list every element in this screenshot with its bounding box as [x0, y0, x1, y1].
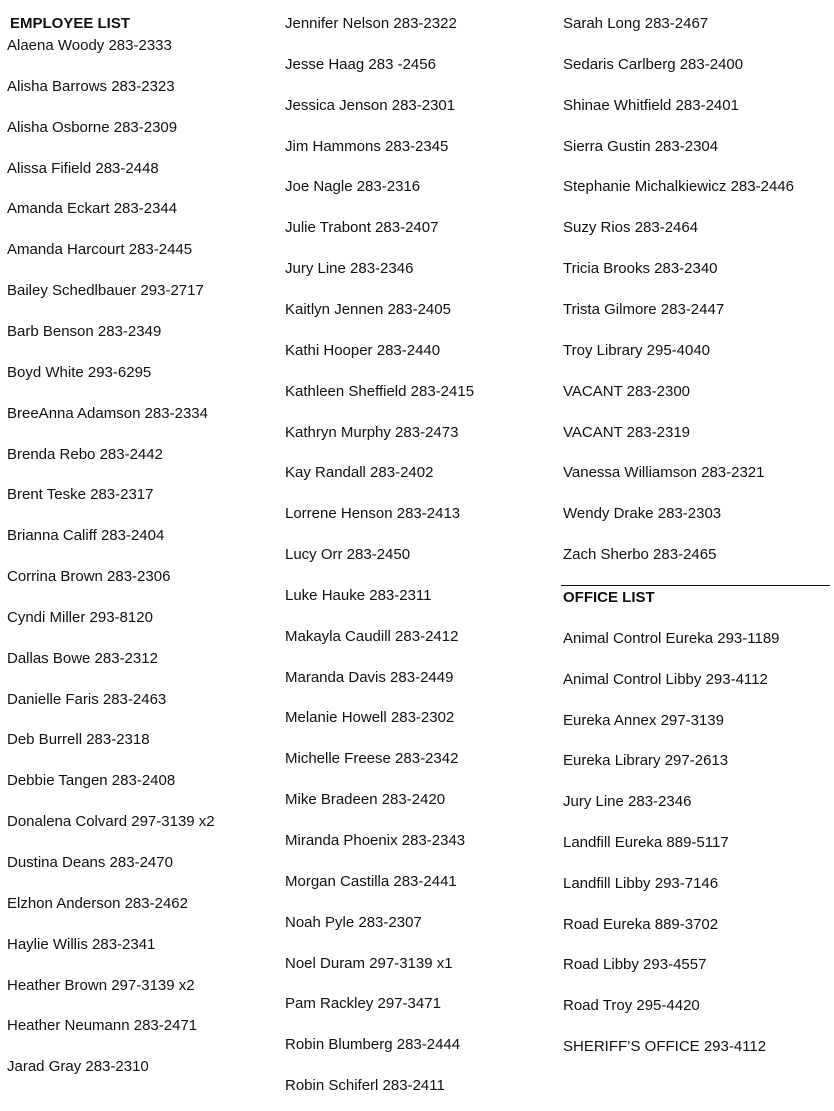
employee-entry: Jarad Gray 283-2310	[7, 1058, 149, 1076]
employee-entry: Elzhon Anderson 283-2462	[7, 894, 188, 912]
employee-entry: Morgan Castilla 283-2441	[285, 872, 457, 890]
employee-entry: Kathleen Sheffield 283-2415	[285, 382, 475, 400]
employee-entry: Lorrene Henson 283-2413	[285, 505, 461, 523]
employee-entry: BreeAnna Adamson 283-2334	[7, 404, 208, 422]
employee-entry: Kay Randall 283-2402	[285, 464, 434, 482]
office-entry: SHERIFF’S OFFICE 293-4112	[563, 1038, 767, 1055]
employee-entry: Joe Nagle 283-2316	[285, 178, 421, 196]
employee-entry: Kathryn Murphy 283-2473	[285, 423, 459, 441]
employee-entry: Troy Library 295-4040	[563, 341, 711, 359]
employee-entry: Alaena Woody 283-2333	[7, 37, 172, 54]
employee-entry: Jennifer Nelson 283-2322	[285, 15, 457, 32]
employee-entry: Dallas Bowe 283-2312	[7, 649, 158, 667]
employee-entry: Jesse Haag 283 -2456	[285, 55, 436, 73]
office-list-heading: OFFICE LIST	[563, 589, 655, 606]
office-entry: Jury Line 283-2346	[563, 793, 692, 811]
employee-entry: Deb Burrell 283-2318	[7, 731, 150, 749]
employee-entry: Brenda Rebo 283-2442	[7, 445, 163, 463]
employee-entry: Noel Duram 297-3139 x1	[285, 954, 453, 972]
employee-entry: Dustina Deans 283-2470	[7, 854, 173, 871]
employee-entry: Cyndi Miller 293-8120	[7, 608, 153, 626]
employee-entry: Julie Trabont 283-2407	[285, 219, 439, 237]
office-entry: Animal Control Eureka 293-1189	[563, 630, 780, 647]
employee-entry: Robin Schiferl 283-2411	[285, 1077, 445, 1095]
office-entry: Road Troy 295-4420	[563, 997, 700, 1015]
employee-entry: Pam Rackley 297-3471	[285, 995, 441, 1013]
office-entry: Landfill Eureka 889-5117	[563, 834, 729, 851]
employee-entry: Barb Benson 283-2349	[7, 322, 162, 340]
employee-entry: Sedaris Carlberg 283-2400	[563, 55, 744, 73]
employee-entry: Kathi Hooper 283-2440	[285, 341, 441, 359]
office-entry: Landfill Libby 293-7146	[563, 874, 719, 892]
employee-entry: Suzy Rios 283-2464	[563, 219, 699, 237]
employee-entry: Debbie Tangen 283-2408	[7, 772, 176, 790]
office-entry: Eureka Library 297-2613	[563, 752, 729, 770]
employee-entry: Melanie Howell 283-2302	[285, 709, 455, 727]
employee-entry: Amanda Eckart 283-2344	[7, 200, 178, 218]
employee-entry: Stephanie Michalkiewicz 283-2446	[563, 178, 794, 196]
employee-entry: Boyd White 293-6295	[7, 363, 152, 381]
employee-entry: Bailey Schedlbauer 293-2717	[7, 282, 204, 300]
employee-entry: Alisha Osborne 283-2309	[7, 118, 178, 136]
employee-entry: Trista Gilmore 283-2447	[563, 300, 725, 318]
employee-entry: Donalena Colvard 297-3139 x2	[7, 813, 215, 831]
employee-entry: Vanessa Williamson 283-2321	[563, 464, 765, 482]
employee-entry: Lucy Orr 283-2450	[285, 546, 411, 564]
employee-entry: Jury Line 283-2346	[285, 260, 414, 278]
employee-entry: Robin Blumberg 283-2444	[285, 1036, 461, 1054]
employee-entry: Alisha Barrows 283-2323	[7, 77, 175, 95]
section-divider	[561, 585, 830, 586]
employee-entry: Luke Hauke 283-2311	[285, 586, 432, 604]
employee-entry: Corrina Brown 283-2306	[7, 568, 171, 586]
employee-list-heading: EMPLOYEE LIST	[10, 15, 131, 32]
office-entry: Eureka Annex 297-3139	[563, 711, 724, 729]
employee-entry: Haylie Willis 283-2341	[7, 935, 156, 953]
employee-entry: Michelle Freese 283-2342	[285, 750, 459, 768]
employee-entry: Brianna Califf 283-2404	[7, 527, 165, 545]
employee-entry: Sarah Long 283-2467	[563, 15, 709, 32]
office-entry: Road Libby 293-4557	[563, 956, 707, 974]
employee-entry: Kaitlyn Jennen 283-2405	[285, 300, 451, 318]
employee-entry: Sierra Gustin 283-2304	[563, 137, 719, 155]
employee-entry: Tricia Brooks 283-2340	[563, 260, 718, 278]
employee-entry: Shinae Whitfield 283-2401	[563, 96, 739, 114]
employee-entry: Amanda Harcourt 283-2445	[7, 241, 193, 259]
employee-entry: Noah Pyle 283-2307	[285, 913, 422, 931]
employee-entry: Maranda Davis 283-2449	[285, 668, 454, 686]
employee-entry: VACANT 283-2319	[563, 423, 691, 441]
employee-entry: Wendy Drake 283-2303	[563, 505, 722, 523]
employee-entry: Zach Sherbo 283-2465	[563, 546, 717, 564]
employee-entry: Alissa Fifield 283-2448	[7, 159, 159, 177]
employee-entry: Mike Bradeen 283-2420	[285, 791, 446, 809]
employee-entry: Heather Brown 297-3139 x2	[7, 976, 195, 994]
office-entry: Road Eureka 889-3702	[563, 915, 719, 933]
office-entry: Animal Control Libby 293-4112	[563, 670, 768, 688]
employee-entry: Heather Neumann 283-2471	[7, 1017, 198, 1035]
employee-entry: Makayla Caudill 283-2412	[285, 627, 459, 645]
employee-entry: Jessica Jenson 283-2301	[285, 96, 456, 114]
employee-entry: Miranda Phoenix 283-2343	[285, 832, 466, 849]
employee-entry: VACANT 283-2300	[563, 382, 691, 400]
employee-entry: Brent Teske 283-2317	[7, 486, 154, 504]
employee-entry: Danielle Faris 283-2463	[7, 690, 167, 708]
employee-entry: Jim Hammons 283-2345	[285, 137, 449, 155]
